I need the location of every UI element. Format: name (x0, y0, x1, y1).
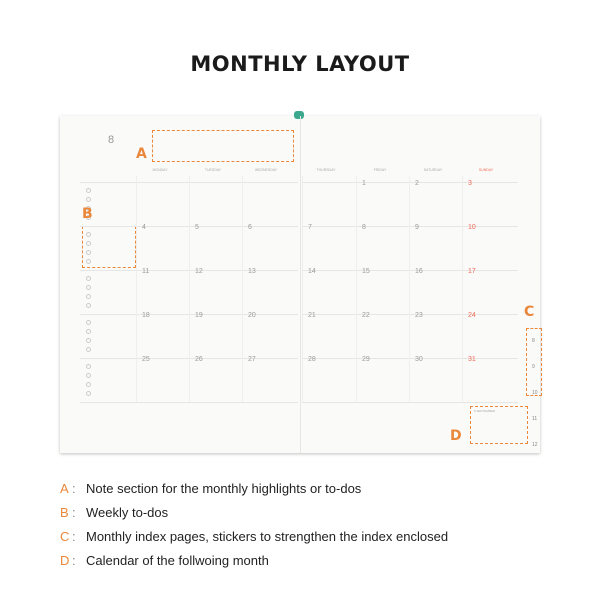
todo-bullet (86, 188, 91, 193)
next-month-calendar (470, 406, 528, 444)
grid-line (189, 176, 190, 402)
day-number: 9 (415, 224, 419, 231)
todo-bullet (86, 329, 91, 334)
day-number: 11 (142, 268, 150, 275)
marker-b: B (82, 206, 93, 222)
day-number: 19 (195, 312, 203, 319)
grid-line (302, 314, 518, 315)
todo-bullet (86, 241, 91, 246)
index-tab-number: 8 (532, 338, 535, 344)
day-number: 18 (142, 312, 150, 319)
legend-separator: : (72, 505, 76, 520)
legend-text: Weekly to-dos (86, 505, 169, 520)
grid-line (409, 176, 410, 402)
spine (300, 116, 301, 453)
legend-separator: : (72, 553, 76, 568)
day-number: 10 (468, 224, 476, 231)
bookmark-ribbon (294, 111, 304, 119)
todo-bullet (86, 303, 91, 308)
legend-item (60, 505, 168, 520)
legend-text: Monthly index pages, stickers to strengthen the index enclosed (86, 529, 449, 544)
day-number: 3 (468, 180, 472, 187)
todo-bullet (86, 391, 91, 396)
grid-line (302, 182, 518, 183)
legend-item (60, 529, 448, 544)
marker-c: C (524, 304, 535, 320)
weekday-header: THURSDAY (316, 168, 336, 172)
todo-bullet (86, 320, 91, 325)
index-tab-number: 10 (532, 390, 538, 396)
legend-key: A (60, 481, 69, 496)
day-number: 30 (415, 356, 423, 363)
weekday-header: SATURDAY (423, 168, 443, 172)
legend-key: C (60, 529, 70, 544)
legend-key: B (60, 505, 69, 520)
day-number: 29 (362, 356, 370, 363)
todo-bullet (86, 347, 91, 352)
mini-calendar-label: 9 SEPTEMBER (474, 409, 496, 413)
day-number: 5 (195, 224, 199, 231)
weekday-header: TUESDAY (204, 168, 222, 172)
day-number: 14 (308, 268, 316, 275)
todo-bullet (86, 338, 91, 343)
grid-line (80, 402, 298, 403)
todo-bullet (86, 364, 91, 369)
day-number: 24 (468, 312, 476, 319)
legend-key: D (60, 553, 70, 568)
day-number: 22 (362, 312, 370, 319)
index-tab-number: 9 (532, 364, 535, 370)
grid-line (302, 176, 303, 402)
grid-line (302, 270, 518, 271)
grid-line (462, 176, 463, 402)
month-number: 8 (108, 134, 115, 146)
day-number: 4 (142, 224, 146, 231)
todo-bullet (86, 259, 91, 264)
day-number: 13 (248, 268, 256, 275)
todo-bullet (86, 276, 91, 281)
day-number: 15 (362, 268, 370, 275)
note-section-highlight (152, 130, 294, 162)
day-number: 6 (248, 224, 252, 231)
day-number: 16 (415, 268, 423, 275)
day-number: 23 (415, 312, 423, 319)
marker-a: A (136, 146, 147, 162)
index-tab-number: 11 (532, 416, 538, 422)
day-number: 31 (468, 356, 476, 363)
day-number: 21 (308, 312, 316, 319)
grid-line (136, 176, 137, 402)
index-tab-number: 12 (532, 442, 538, 448)
day-number: 1 (362, 180, 366, 187)
day-number: 28 (308, 356, 316, 363)
planner-spread (60, 116, 540, 453)
grid-line (302, 402, 518, 403)
weekday-header: SUNDAY (478, 168, 494, 172)
weekday-header: MONDAY (152, 168, 168, 172)
todo-bullet (86, 294, 91, 299)
day-number: 25 (142, 356, 150, 363)
marker-d: D (450, 428, 462, 444)
legend-separator: : (72, 529, 76, 544)
day-number: 17 (468, 268, 476, 275)
planner-image (58, 112, 544, 458)
legend-separator: : (72, 481, 76, 496)
legend-item (60, 481, 361, 496)
todo-bullet (86, 373, 91, 378)
legend-text: Calendar of the follwoing month (86, 553, 269, 568)
day-number: 20 (248, 312, 256, 319)
todo-bullet (86, 197, 91, 202)
day-number: 27 (248, 356, 256, 363)
weekday-header: WEDNESDAY (254, 168, 278, 172)
todo-bullet (86, 250, 91, 255)
day-number: 8 (362, 224, 366, 231)
todo-bullet (86, 285, 91, 290)
grid-line (302, 358, 518, 359)
day-number: 12 (195, 268, 203, 275)
day-number: 2 (415, 180, 419, 187)
day-number: 26 (195, 356, 203, 363)
grid-line (242, 176, 243, 402)
weekday-header: FRIDAY (373, 168, 387, 172)
todo-bullet (86, 232, 91, 237)
grid-line (302, 226, 518, 227)
grid-line (356, 176, 357, 402)
todo-bullet (86, 382, 91, 387)
day-number: 7 (308, 224, 312, 231)
legend-item (60, 553, 269, 568)
legend-text: Note section for the monthly highlights or to-dos (86, 481, 362, 496)
page-title: MONTHLY LAYOUT (190, 52, 410, 76)
